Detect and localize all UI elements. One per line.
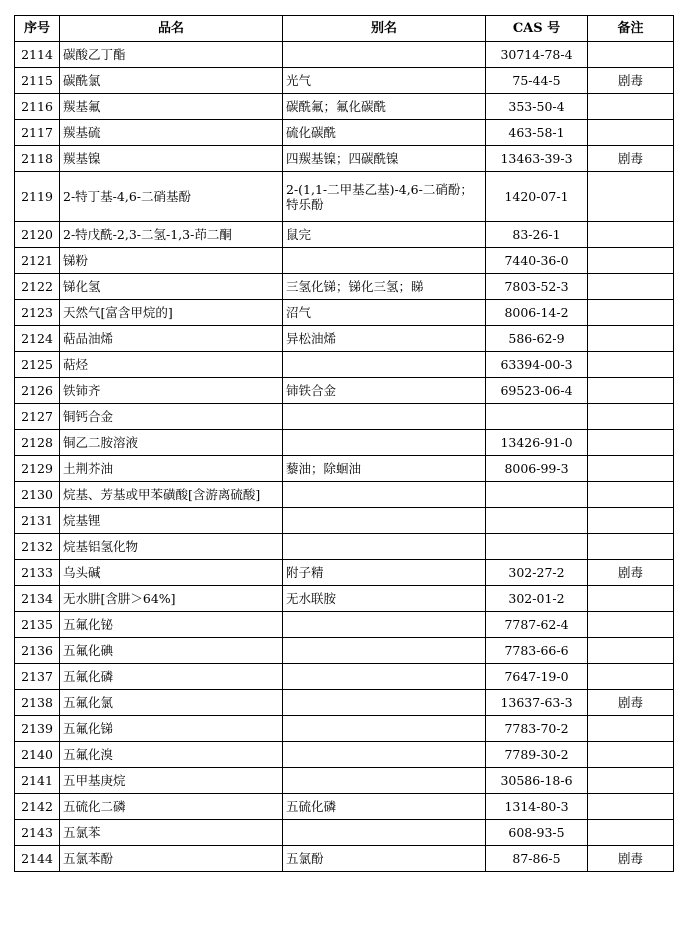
cell-cas-number: 83-26-1 — [486, 222, 588, 248]
cell-alias: 附子精 — [283, 560, 486, 586]
cell-alias — [283, 690, 486, 716]
cell-remarks — [588, 300, 674, 326]
cell-cas-number: 463-58-1 — [486, 120, 588, 146]
cell-index: 2118 — [15, 146, 60, 172]
table-row — [15, 248, 674, 274]
header-index: 序号 — [15, 16, 60, 42]
cell-alias — [283, 534, 486, 560]
table-row — [15, 820, 674, 846]
cell-product-name: 羰基硫 — [60, 120, 283, 146]
cell-cas-number: 1420-07-1 — [486, 172, 588, 222]
cell-remarks — [588, 42, 674, 68]
table-row — [15, 68, 674, 94]
chemicals-table — [14, 15, 674, 872]
cell-index: 2126 — [15, 378, 60, 404]
table-row — [15, 612, 674, 638]
table-row — [15, 352, 674, 378]
cell-cas-number — [486, 482, 588, 508]
cell-index: 2114 — [15, 42, 60, 68]
table-row — [15, 456, 674, 482]
cell-remarks — [588, 352, 674, 378]
cell-cas-number: 608-93-5 — [486, 820, 588, 846]
table-row — [15, 300, 674, 326]
cell-cas-number: 7440-36-0 — [486, 248, 588, 274]
cell-cas-number: 13426-91-0 — [486, 430, 588, 456]
cell-remarks — [588, 326, 674, 352]
table-row — [15, 146, 674, 172]
cell-product-name: 羰基氟 — [60, 94, 283, 120]
cell-cas-number: 302-01-2 — [486, 586, 588, 612]
cell-remarks: 剧毒 — [588, 68, 674, 94]
cell-index: 2135 — [15, 612, 60, 638]
cell-index: 2116 — [15, 94, 60, 120]
cell-product-name: 天然气[富含甲烷的] — [60, 300, 283, 326]
cell-alias — [283, 716, 486, 742]
table-row — [15, 326, 674, 352]
cell-remarks — [588, 482, 674, 508]
cell-index: 2121 — [15, 248, 60, 274]
cell-remarks — [588, 742, 674, 768]
cell-cas-number: 7783-70-2 — [486, 716, 588, 742]
table-body — [15, 42, 674, 872]
cell-product-name: 五氯苯酚 — [60, 846, 283, 872]
table-row — [15, 404, 674, 430]
cell-index: 2144 — [15, 846, 60, 872]
cell-cas-number — [486, 404, 588, 430]
cell-product-name: 无水肼[含肼＞64%] — [60, 586, 283, 612]
cell-index: 2128 — [15, 430, 60, 456]
cell-product-name: 烷基锂 — [60, 508, 283, 534]
cell-remarks — [588, 378, 674, 404]
cell-product-name: 碳酸乙丁酯 — [60, 42, 283, 68]
cell-product-name: 萜烃 — [60, 352, 283, 378]
table-row — [15, 846, 674, 872]
cell-product-name: 乌头碱 — [60, 560, 283, 586]
table-row — [15, 222, 674, 248]
cell-alias: 碳酰氟；氟化碳酰 — [283, 94, 486, 120]
cell-product-name: 土荆芥油 — [60, 456, 283, 482]
cell-cas-number: 7803-52-3 — [486, 274, 588, 300]
cell-index: 2123 — [15, 300, 60, 326]
table-row — [15, 42, 674, 68]
cell-remarks — [588, 612, 674, 638]
cell-product-name: 铜钙合金 — [60, 404, 283, 430]
cell-index: 2124 — [15, 326, 60, 352]
cell-alias — [283, 430, 486, 456]
cell-cas-number: 586-62-9 — [486, 326, 588, 352]
cell-alias: 硫化碳酰 — [283, 120, 486, 146]
table-row — [15, 742, 674, 768]
cell-alias — [283, 508, 486, 534]
cell-cas-number: 13637-63-3 — [486, 690, 588, 716]
cell-cas-number: 69523-06-4 — [486, 378, 588, 404]
header-remarks: 备注 — [588, 16, 674, 42]
cell-cas-number: 7783-66-6 — [486, 638, 588, 664]
cell-product-name: 锑化氢 — [60, 274, 283, 300]
cell-product-name: 铜乙二胺溶液 — [60, 430, 283, 456]
cell-index: 2140 — [15, 742, 60, 768]
cell-remarks — [588, 794, 674, 820]
cell-index: 2133 — [15, 560, 60, 586]
cell-product-name: 2-特戊酰-2,3-二氢-1,3-茚二酮 — [60, 222, 283, 248]
table-row — [15, 120, 674, 146]
cell-remarks — [588, 534, 674, 560]
cell-alias — [283, 638, 486, 664]
cell-alias — [283, 352, 486, 378]
cell-alias: 藜油；除蛔油 — [283, 456, 486, 482]
cell-remarks: 剧毒 — [588, 690, 674, 716]
cell-alias: 无水联胺 — [283, 586, 486, 612]
cell-cas-number: 8006-99-3 — [486, 456, 588, 482]
cell-index: 2137 — [15, 664, 60, 690]
cell-remarks — [588, 248, 674, 274]
cell-cas-number: 8006-14-2 — [486, 300, 588, 326]
cell-alias: 光气 — [283, 68, 486, 94]
table-row — [15, 794, 674, 820]
cell-remarks — [588, 274, 674, 300]
cell-remarks — [588, 508, 674, 534]
cell-cas-number: 353-50-4 — [486, 94, 588, 120]
cell-index: 2131 — [15, 508, 60, 534]
cell-cas-number: 75-44-5 — [486, 68, 588, 94]
cell-product-name: 萜品油烯 — [60, 326, 283, 352]
table-row — [15, 430, 674, 456]
table-row — [15, 172, 674, 222]
cell-alias: 沼气 — [283, 300, 486, 326]
cell-cas-number: 302-27-2 — [486, 560, 588, 586]
cell-product-name: 五氟化锑 — [60, 716, 283, 742]
cell-cas-number — [486, 534, 588, 560]
table-row — [15, 534, 674, 560]
table-row — [15, 690, 674, 716]
cell-index: 2143 — [15, 820, 60, 846]
table-row — [15, 638, 674, 664]
cell-cas-number: 1314-80-3 — [486, 794, 588, 820]
cell-index: 2130 — [15, 482, 60, 508]
cell-alias — [283, 612, 486, 638]
cell-remarks — [588, 120, 674, 146]
cell-product-name: 五氟化碘 — [60, 638, 283, 664]
table-row — [15, 560, 674, 586]
cell-cas-number: 7789-30-2 — [486, 742, 588, 768]
cell-alias — [283, 664, 486, 690]
cell-alias — [283, 404, 486, 430]
cell-alias: 五氯酚 — [283, 846, 486, 872]
cell-remarks — [588, 430, 674, 456]
cell-alias: 鼠完 — [283, 222, 486, 248]
cell-alias: 异松油烯 — [283, 326, 486, 352]
cell-remarks — [588, 94, 674, 120]
cell-index: 2139 — [15, 716, 60, 742]
cell-index: 2125 — [15, 352, 60, 378]
table-row — [15, 716, 674, 742]
cell-index: 2136 — [15, 638, 60, 664]
cell-alias — [283, 248, 486, 274]
cell-alias — [283, 768, 486, 794]
table-header-row — [15, 16, 674, 42]
cell-index: 2142 — [15, 794, 60, 820]
cell-product-name: 铁铈齐 — [60, 378, 283, 404]
cell-product-name: 五氯苯 — [60, 820, 283, 846]
cell-alias: 五硫化磷 — [283, 794, 486, 820]
cell-product-name: 五氟化铋 — [60, 612, 283, 638]
cell-cas-number: 30714-78-4 — [486, 42, 588, 68]
cell-product-name: 羰基镍 — [60, 146, 283, 172]
cell-remarks: 剧毒 — [588, 560, 674, 586]
cell-product-name: 碳酰氯 — [60, 68, 283, 94]
cell-remarks: 剧毒 — [588, 146, 674, 172]
header-cas-number: CAS 号 — [486, 16, 588, 42]
cell-index: 2138 — [15, 690, 60, 716]
cell-cas-number: 7787-62-4 — [486, 612, 588, 638]
table-row — [15, 664, 674, 690]
table-row — [15, 274, 674, 300]
cell-index: 2120 — [15, 222, 60, 248]
table-row — [15, 378, 674, 404]
table-row — [15, 586, 674, 612]
cell-remarks — [588, 716, 674, 742]
cell-remarks — [588, 768, 674, 794]
cell-remarks — [588, 404, 674, 430]
cell-index: 2141 — [15, 768, 60, 794]
cell-product-name: 五氟化氯 — [60, 690, 283, 716]
cell-index: 2115 — [15, 68, 60, 94]
cell-alias — [283, 742, 486, 768]
cell-cas-number: 30586-18-6 — [486, 768, 588, 794]
cell-cas-number: 87-86-5 — [486, 846, 588, 872]
header-product-name: 品名 — [60, 16, 283, 42]
cell-product-name: 五氟化磷 — [60, 664, 283, 690]
cell-remarks — [588, 638, 674, 664]
cell-alias — [283, 482, 486, 508]
cell-product-name: 五硫化二磷 — [60, 794, 283, 820]
cell-product-name: 锑粉 — [60, 248, 283, 274]
cell-cas-number: 63394-00-3 — [486, 352, 588, 378]
header-alias: 别名 — [283, 16, 486, 42]
table-row — [15, 94, 674, 120]
cell-remarks — [588, 586, 674, 612]
cell-remarks: 剧毒 — [588, 846, 674, 872]
cell-alias: 铈铁合金 — [283, 378, 486, 404]
cell-product-name: 烷基铝氢化物 — [60, 534, 283, 560]
cell-alias: 四羰基镍；四碳酰镍 — [283, 146, 486, 172]
cell-index: 2122 — [15, 274, 60, 300]
cell-remarks — [588, 222, 674, 248]
cell-cas-number: 7647-19-0 — [486, 664, 588, 690]
cell-index: 2117 — [15, 120, 60, 146]
cell-index: 2127 — [15, 404, 60, 430]
cell-alias — [283, 820, 486, 846]
table-row — [15, 482, 674, 508]
cell-product-name: 五氟化溴 — [60, 742, 283, 768]
cell-remarks — [588, 456, 674, 482]
cell-product-name: 烷基、芳基或甲苯磺酸[含游离硫酸] — [60, 482, 283, 508]
cell-cas-number — [486, 508, 588, 534]
cell-product-name: 2-特丁基-4,6-二硝基酚 — [60, 172, 283, 222]
cell-index: 2129 — [15, 456, 60, 482]
table-row — [15, 768, 674, 794]
cell-alias: 三氢化锑；锑化三氢；睇 — [283, 274, 486, 300]
cell-index: 2132 — [15, 534, 60, 560]
cell-index: 2134 — [15, 586, 60, 612]
cell-remarks — [588, 664, 674, 690]
cell-index: 2119 — [15, 172, 60, 222]
table-row — [15, 508, 674, 534]
cell-remarks — [588, 820, 674, 846]
cell-alias — [283, 42, 486, 68]
cell-product-name: 五甲基庚烷 — [60, 768, 283, 794]
cell-alias: 2-(1,1-二甲基乙基)-4,6-二硝酚；特乐酚 — [283, 172, 486, 222]
cell-remarks — [588, 172, 674, 222]
cell-cas-number: 13463-39-3 — [486, 146, 588, 172]
